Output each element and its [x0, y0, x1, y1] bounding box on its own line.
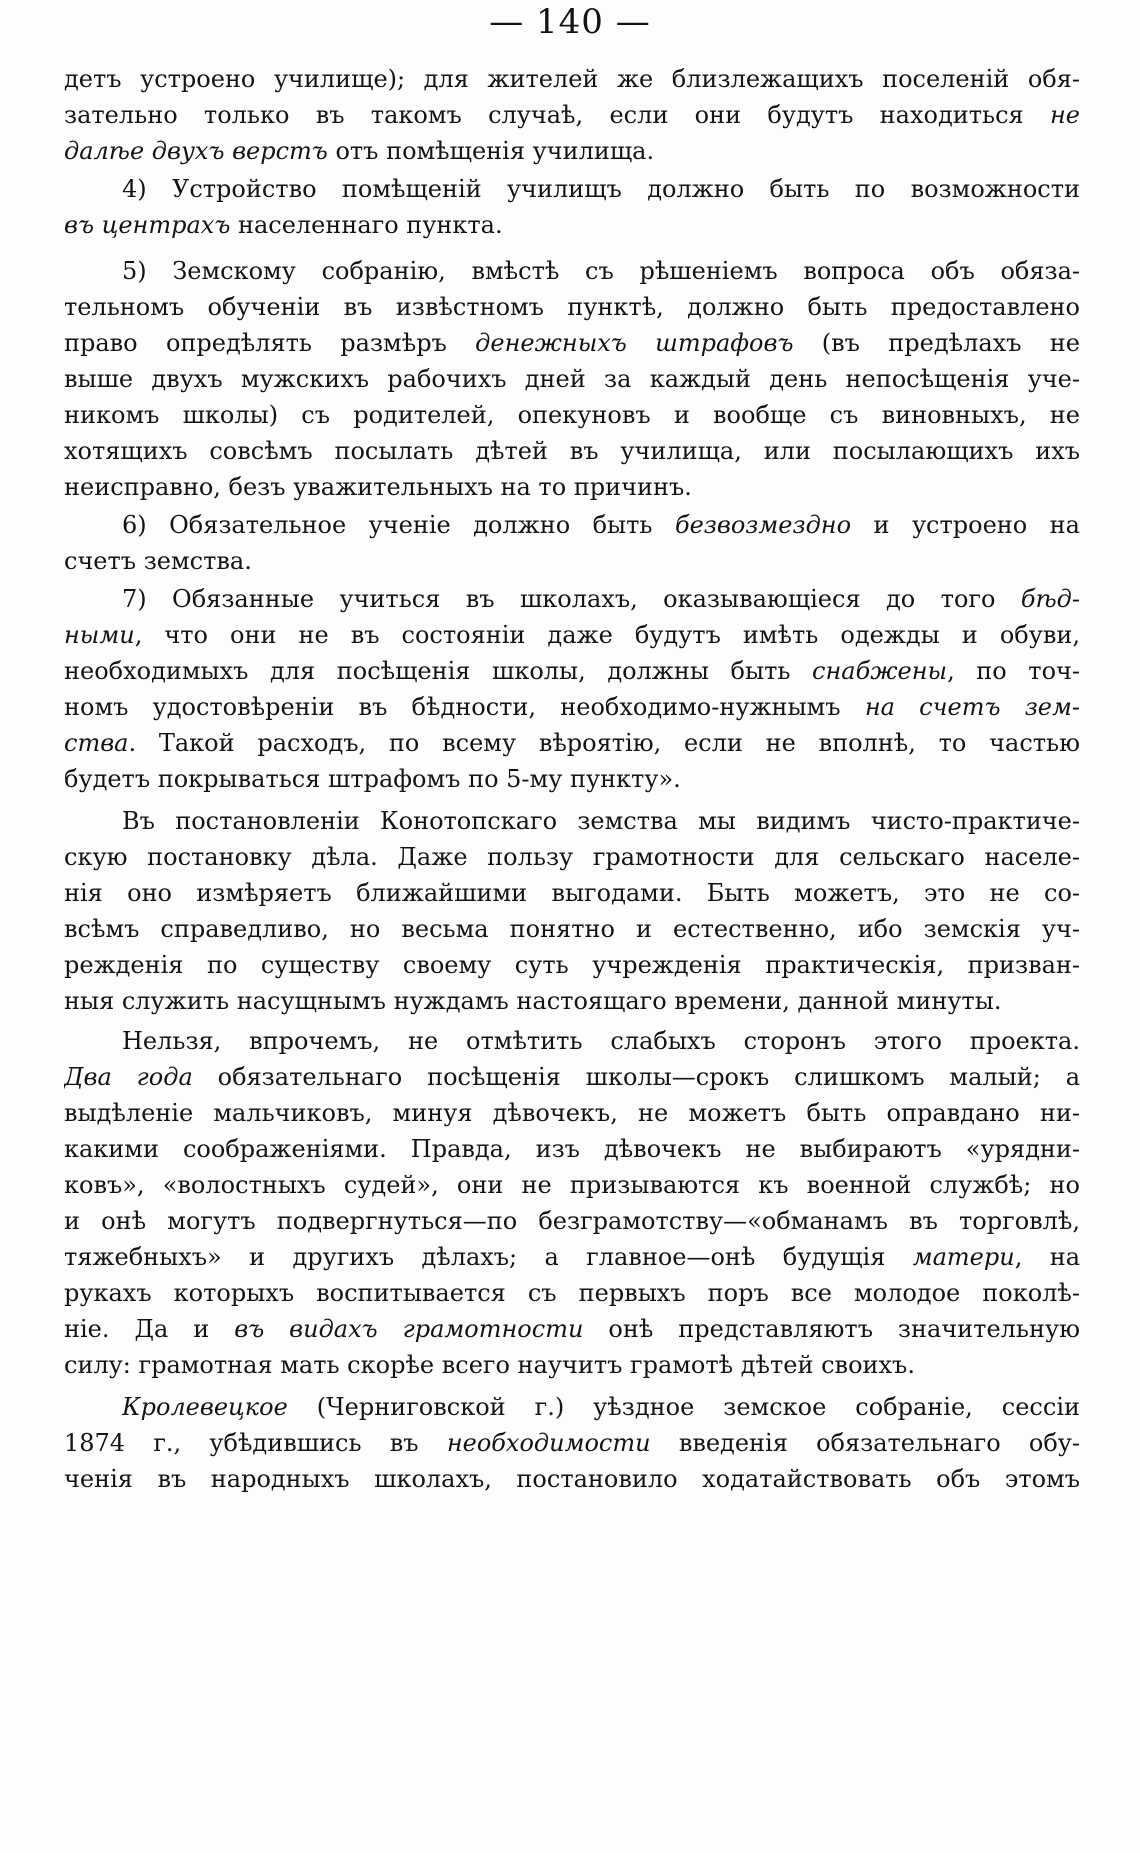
text-line: выше двухъ мужскихъ рабочихъ дней за каждый день непосѣщенія уче- [64, 365, 1080, 393]
text-line: 7) Обязанные учиться въ школахъ, оказывающіеся до того бѣд- [122, 585, 1080, 613]
text-line: хотящихъ совсѣмъ посылать дѣтей въ училища, или посылающихъ ихъ [64, 437, 1080, 465]
text-line: скую постановку дѣла. Даже пользу грамотности для сельскаго населе- [64, 843, 1080, 871]
text-line: 6) Обязательное ученіе должно быть безвозмездно и устроено на [122, 511, 1080, 539]
text-line: 5) Земскому собранію, вмѣстѣ съ рѣшеніемъ вопроса объ обяза- [122, 257, 1080, 285]
text-line: Два года обязательнаго посѣщенія школы—срокъ слишкомъ малый; а [64, 1063, 1080, 1091]
text-line: въ центрахъ населеннаго пункта. [64, 211, 503, 239]
text-line: ковъ», «волостныхъ судей», они не призываются къ военной службѣ; но [64, 1171, 1080, 1199]
text-line: Кролевецкое (Черниговской г.) уѣздное земское собраніе, сессіи [122, 1393, 1080, 1421]
text-line: детъ устроено училище); для жителей же близлежащихъ поселеній обя- [64, 65, 1080, 93]
text-line: неисправно, безъ уважительныхъ на то причинъ. [64, 473, 692, 501]
text-line: тельномъ обученіи въ извѣстномъ пунктѣ, должно быть предоставлено [64, 293, 1080, 321]
text-line: ченія въ народныхъ школахъ, постановило ходатайствовать объ этомъ [64, 1465, 1080, 1493]
text-line: 4) Устройство помѣщеній училищъ должно быть по возможности [122, 175, 1080, 203]
text-line: всѣмъ справедливо, но весьма понятно и естественно, ибо земскія уч- [64, 915, 1080, 943]
text-line: право опредѣлять размѣръ денежныхъ штрафовъ (въ предѣлахъ не [64, 329, 1080, 357]
text-line: Нельзя, впрочемъ, не отмѣтить слабыхъ сторонъ этого проекта. [122, 1027, 1080, 1055]
text-line: и онѣ могутъ подвергнуться—по безграмотству—«обманамъ въ торговлѣ, [64, 1207, 1080, 1235]
text-line: ныя служить насущнымъ нуждамъ настоящаго времени, данной минуты. [64, 987, 1002, 1015]
text-line: какими соображеніями. Правда, изъ дѣвочекъ не выбираютъ «урядни- [64, 1135, 1080, 1163]
text-line: счетъ земства. [64, 547, 252, 575]
text-line: ніе. Да и въ видахъ грамотности онѣ представляютъ значительную [64, 1315, 1080, 1343]
text-line: ства. Такой расходъ, по всему вѣроятію, если не вполнѣ, то частью [64, 729, 1080, 757]
text-line: будетъ покрываться штрафомъ по 5-му пункту». [64, 765, 681, 793]
text-line: рукахъ которыхъ воспитывается съ первыхъ поръ все молодое поколѣ- [64, 1279, 1080, 1307]
text-line: ными, что они не въ состояніи даже будутъ имѣть одежды и обуви, [64, 621, 1080, 649]
text-line: номъ удостовѣреніи въ бѣдности, необходимо-нужнымъ на счетъ зем- [64, 693, 1080, 721]
text-line: Въ постановленіи Конотопскаго земства мы видимъ чисто-практиче- [122, 807, 1080, 835]
text-line: далѣе двухъ верстъ отъ помѣщенія училища. [64, 137, 655, 165]
text-line: зательно только въ такомъ случаѣ, если они будутъ находиться не [64, 101, 1080, 129]
text-line: силу: грамотная мать скорѣе всего научитъ грамотѣ дѣтей своихъ. [64, 1351, 915, 1379]
text-line: тяжебныхъ» и другихъ дѣлахъ; а главное—онѣ будущія матери, на [64, 1243, 1080, 1271]
text-line: необходимыхъ для посѣщенія школы, должны быть снабжены, по точ- [64, 657, 1080, 685]
text-line: выдѣленіе мальчиковъ, минуя дѣвочекъ, не можетъ быть оправдано ни- [64, 1099, 1080, 1127]
text-line: 1874 г., убѣдившись въ необходимости введенія обязательнаго обу- [64, 1429, 1080, 1457]
text-line: нія оно измѣряетъ ближайшими выгодами. Быть можетъ, это не со- [64, 879, 1080, 907]
text-line: никомъ школы) съ родителей, опекуновъ и вообще съ виновныхъ, не [64, 401, 1080, 429]
text-line: режденія по существу своему суть учрежденія практическія, призван- [64, 951, 1080, 979]
page-number: — 140 — [489, 2, 651, 42]
